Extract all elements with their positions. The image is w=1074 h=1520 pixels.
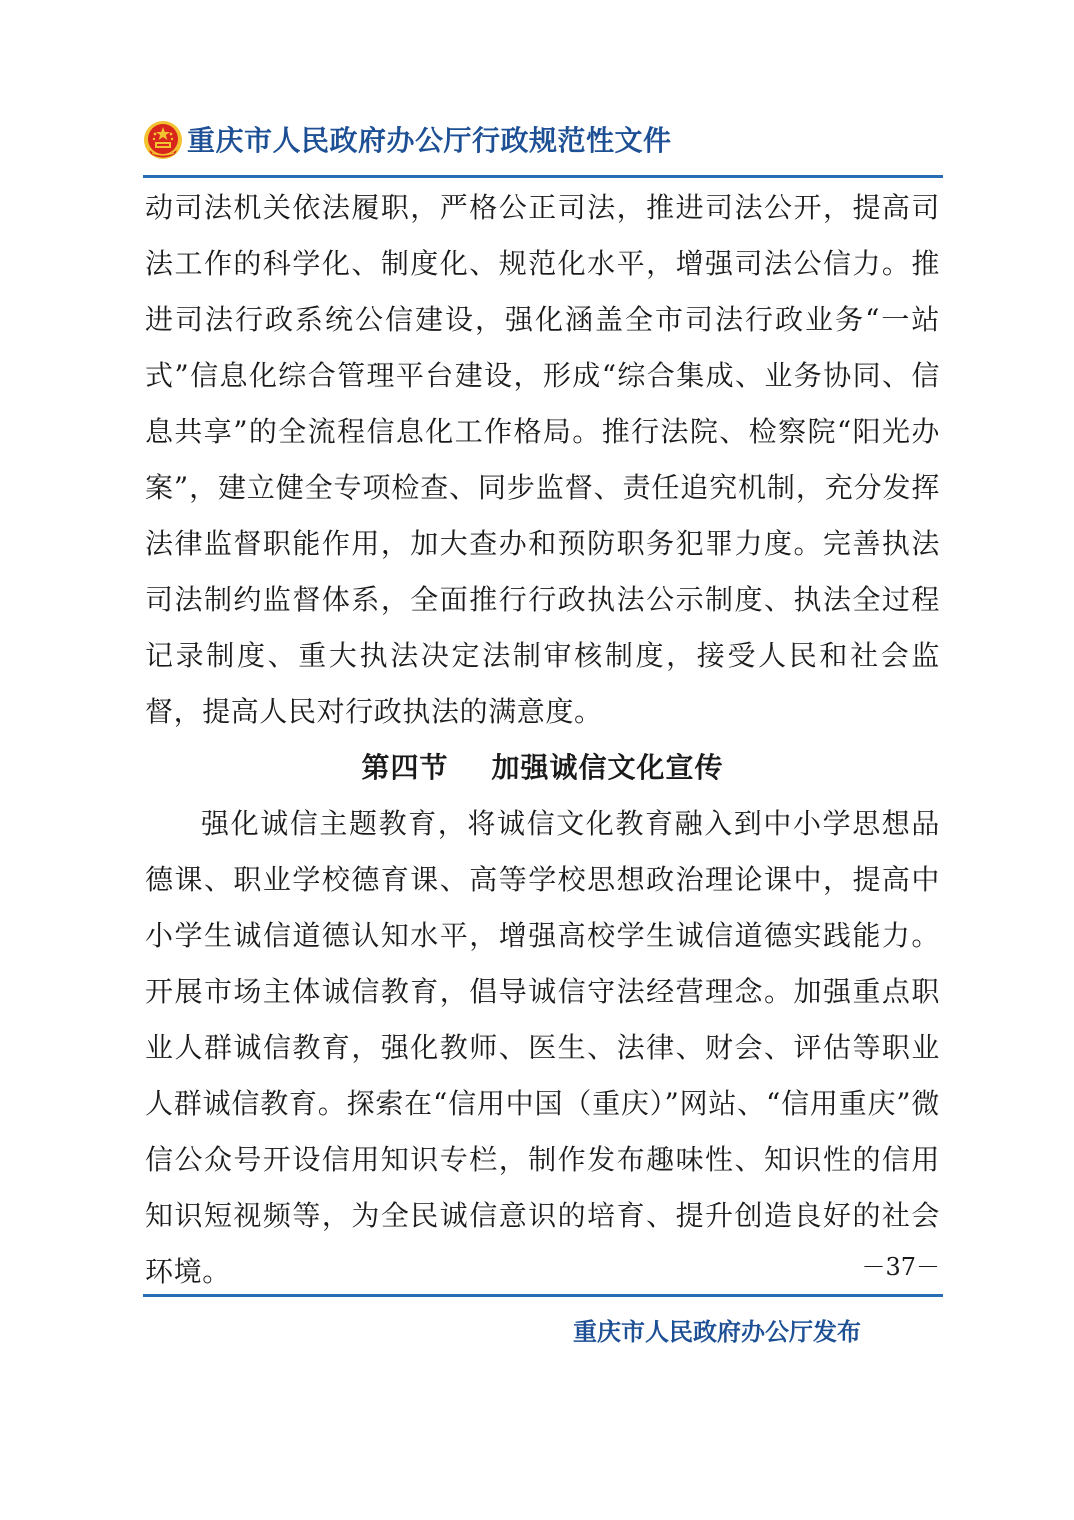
document-header — [143, 118, 943, 168]
body-paragraph: 动司法机关依法履职，严格公正司法，推进司法公开，提高司法工作的科学化、制度化、规范化水平，增强司法公信力。推进司法行政系统公信建设，强化涵盖全市司法行政业务“一站式”信息化综合管理平台建设，形成“综合集成、业务协同、信息共享”的全流程信息化工作格局。推行法院、检察院“阳光办案”，建立健全专项检查、同步监督、责任追究机制，充分发挥法律监督职能作用，加大查办和预防职务犯罪力度。完善执法司法制约监督体系，全面推行行政执法公示制度、执法全过程记录制度、重大执法决定法制审核制度，接受人民和社会监督，提高人民对行政执法的满意度。 — [145, 191, 940, 728]
national-emblem-icon — [143, 120, 183, 160]
header-title: 重庆市人民政府办公厅行政规范性文件 — [187, 124, 672, 157]
section-heading: 第四节 加强诚信文化宣传 — [361, 751, 724, 784]
footer-publisher: 重庆市人民政府办公厅发布 — [573, 1318, 861, 1346]
header-divider — [143, 175, 943, 178]
page-number: －37－ — [861, 1253, 940, 1281]
body-paragraph: 强化诚信主题教育，将诚信文化教育融入到中小学思想品德课、职业学校德育课、高等学校思想政治理论课中，提高中小学生诚信道德认知水平，增强高校学生诚信道德实践能力。开展市场主体诚信教育，倡导诚信守法经营理念。加强重点职业人群诚信教育，强化教师、医生、法律、财会、评估等职业人群诚信教育。探索在“信用中国（重庆）”网站、“信用重庆”微信公众号开设信用知识专栏，制作发布趣味性、知识性的信用知识短视频等，为全民诚信意识的培育、提升创造良好的社会环境。 — [145, 807, 940, 1288]
footer-divider — [143, 1294, 943, 1297]
document-body — [145, 180, 940, 1300]
